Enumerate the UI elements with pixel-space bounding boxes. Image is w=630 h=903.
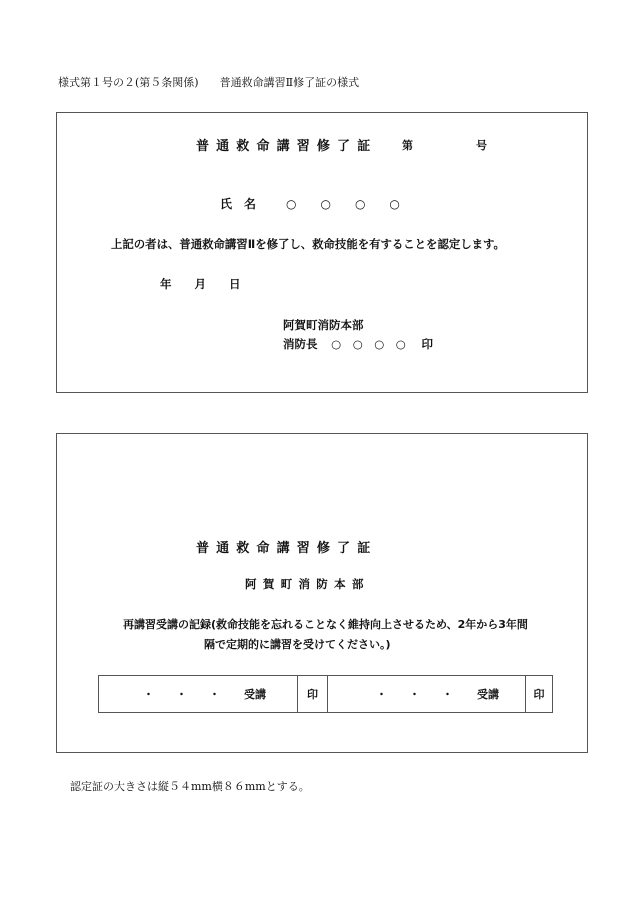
- front-title: 普通救命講習修了証: [196, 139, 378, 154]
- record-attend-label: 受講: [477, 688, 499, 701]
- size-note: 認定証の大きさは縦５４mm横８６mmとする。: [70, 780, 310, 793]
- issuer-organization: 阿賀町消防本部: [283, 318, 364, 332]
- back-organization: 阿賀町消防本部: [245, 577, 370, 591]
- record-date-dots: ・ ・ ・: [143, 688, 220, 701]
- record-instructions-line1: 再講習受講の記録(救命技能を忘れることなく維持向上させるため、2年から3年間: [123, 618, 528, 631]
- name-label: 氏 名: [220, 197, 257, 211]
- name-placeholder: ○ ○ ○ ○: [286, 197, 400, 211]
- retraining-record-table: [98, 675, 553, 713]
- form-number: 様式第１号の２(第５条関係): [58, 76, 199, 89]
- issuer-name-placeholder: ○ ○ ○ ○: [331, 337, 406, 351]
- form-title: 普通救命講習Ⅱ修了証の様式: [219, 76, 360, 89]
- record-cell-1: [99, 676, 297, 712]
- record-date-dots: ・ ・ ・: [376, 688, 453, 701]
- record-seal-label: 印: [533, 688, 545, 701]
- certification-statement: 上記の者は、普通救命講習Ⅱを修了し、救命技能を有することを認定します。: [111, 237, 505, 251]
- issue-date: 年 月 日: [160, 277, 241, 291]
- record-seal-cell-1: [297, 676, 327, 712]
- issuer-title: 消防長: [283, 337, 318, 351]
- number-prefix: 第: [402, 139, 413, 152]
- form-header: [58, 74, 359, 90]
- issuer-line: [283, 336, 433, 352]
- number-suffix: 号: [476, 139, 487, 152]
- record-attend-label: 受講: [244, 688, 266, 701]
- back-title: 普通救命講習修了証: [196, 541, 378, 556]
- record-instructions-line2: 隔で定期的に講習を受けてください。): [204, 638, 391, 651]
- record-cell-2: [327, 676, 525, 712]
- record-seal-label: 印: [307, 688, 318, 701]
- record-seal-cell-2: [525, 676, 552, 712]
- issuer-seal: 印: [421, 337, 433, 351]
